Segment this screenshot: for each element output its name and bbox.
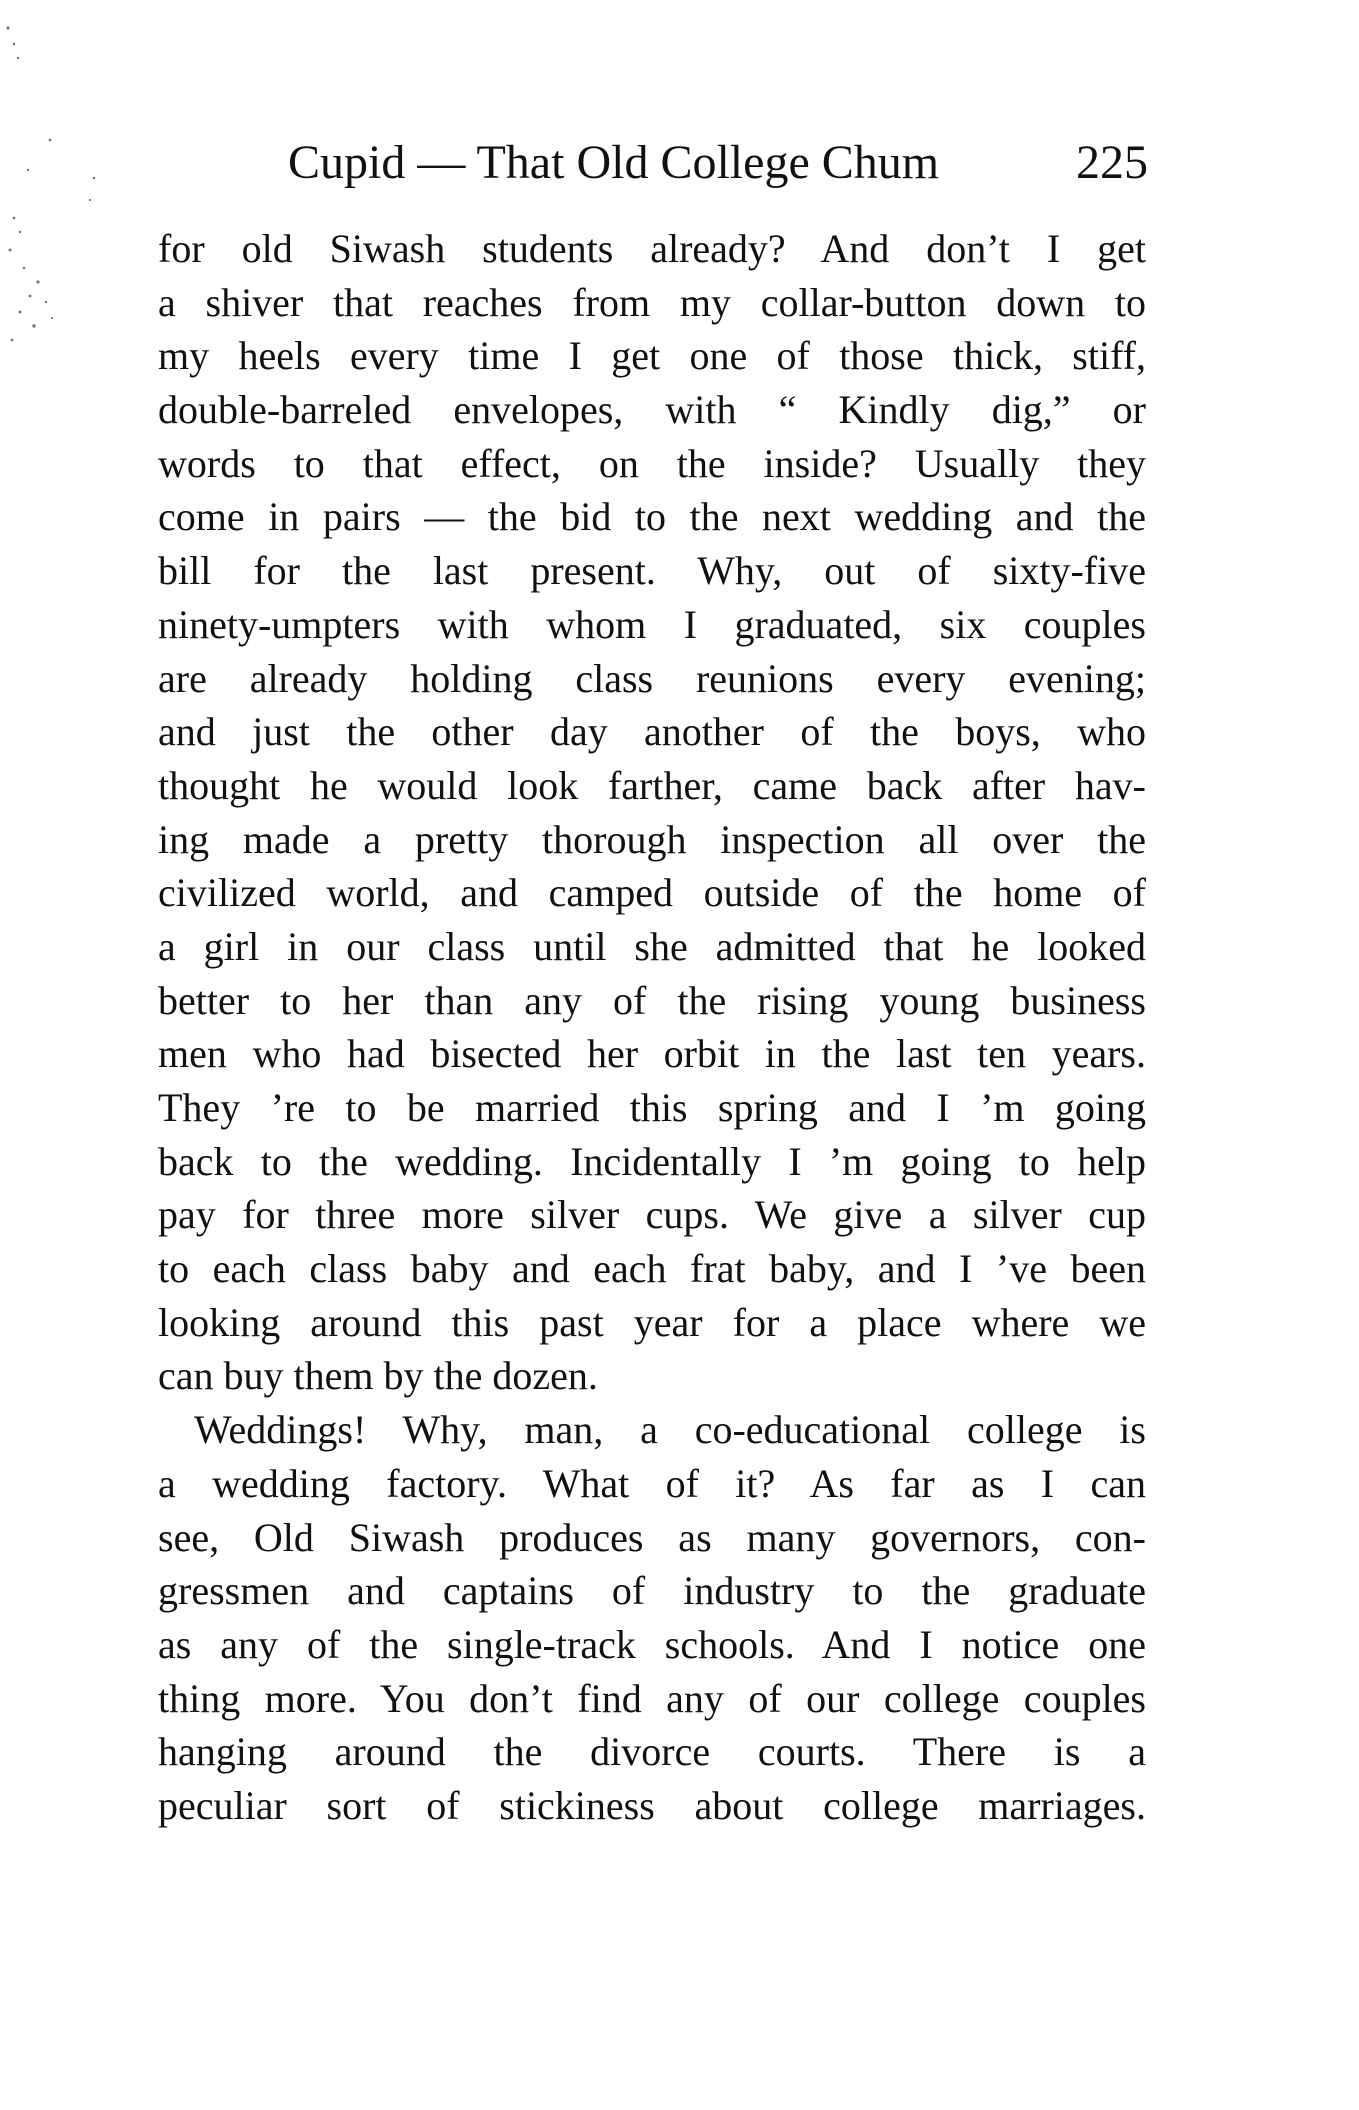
text-line: looking around this past year for a place where we bbox=[158, 1299, 1146, 1345]
text-line: come in pairs — the bid to the next wedding and the bbox=[158, 494, 1146, 540]
text-line: a wedding factory. What of it? As far as I can bbox=[158, 1460, 1146, 1506]
text-line: double-barreled envelopes, with “ Kindly dig,” or bbox=[158, 387, 1146, 433]
ink-specks-decoration bbox=[0, 0, 120, 400]
page-number: 225 bbox=[1076, 136, 1148, 189]
text-line: see, Old Siwash produces as many governors, con- bbox=[158, 1514, 1146, 1560]
text-line: gressmen and captains of industry to the graduate bbox=[158, 1568, 1146, 1614]
text-line: They ’re to be married this spring and I ’m going bbox=[158, 1085, 1146, 1130]
text-line: to each class baby and each frat baby, and I ’ve been bbox=[158, 1246, 1146, 1292]
text-line: men who had bisected her orbit in the last ten years. bbox=[158, 1031, 1146, 1077]
text-line: Weddings! Why, man, a co-educational college is bbox=[194, 1407, 1146, 1453]
text-line: peculiar sort of stickiness about college marriages. bbox=[158, 1782, 1146, 1828]
text-line: a shiver that reaches from my collar-button down to bbox=[158, 279, 1146, 325]
text-line: ing made a pretty thorough inspection all over the bbox=[158, 816, 1146, 862]
text-line: hanging around the divorce courts. There is a bbox=[158, 1729, 1146, 1775]
text-line: thing more. You don’t find any of our college couples bbox=[158, 1675, 1146, 1721]
text-line: thought he would look farther, came back after hav- bbox=[158, 762, 1146, 808]
paragraph bbox=[158, 222, 1146, 1403]
running-head-title: Cupid — That Old College Chum bbox=[288, 136, 940, 189]
text-line: as any of the single-track schools. And I notice one bbox=[158, 1621, 1146, 1667]
text-line: are already holding class reunions every evening; bbox=[158, 655, 1146, 701]
text-line: for old Siwash students already? And don’t I get bbox=[158, 226, 1146, 271]
text-line: bill for the last present. Why, out of sixty-five bbox=[158, 548, 1146, 594]
text-line: ninety-umpters with whom I graduated, six couples bbox=[158, 601, 1146, 647]
text-line: back to the wedding. Incidentally I ’m going to help bbox=[158, 1138, 1146, 1184]
text-line: a girl in our class until she admitted that he looked bbox=[158, 923, 1146, 969]
text-line: can buy them by the dozen. bbox=[158, 1353, 598, 1399]
text-line: words to that effect, on the inside? Usually they bbox=[158, 440, 1146, 486]
text-line: civilized world, and camped outside of the home of bbox=[158, 870, 1146, 916]
paragraph bbox=[158, 1403, 1146, 1833]
text-line: and just the other day another of the boys, who bbox=[158, 709, 1146, 755]
text-line: my heels every time I get one of those thick, stiff, bbox=[158, 333, 1146, 379]
body-text bbox=[158, 222, 1146, 1833]
text-line: pay for three more silver cups. We give a silver cup bbox=[158, 1192, 1146, 1238]
text-line: better to her than any of the rising young business bbox=[158, 977, 1146, 1023]
